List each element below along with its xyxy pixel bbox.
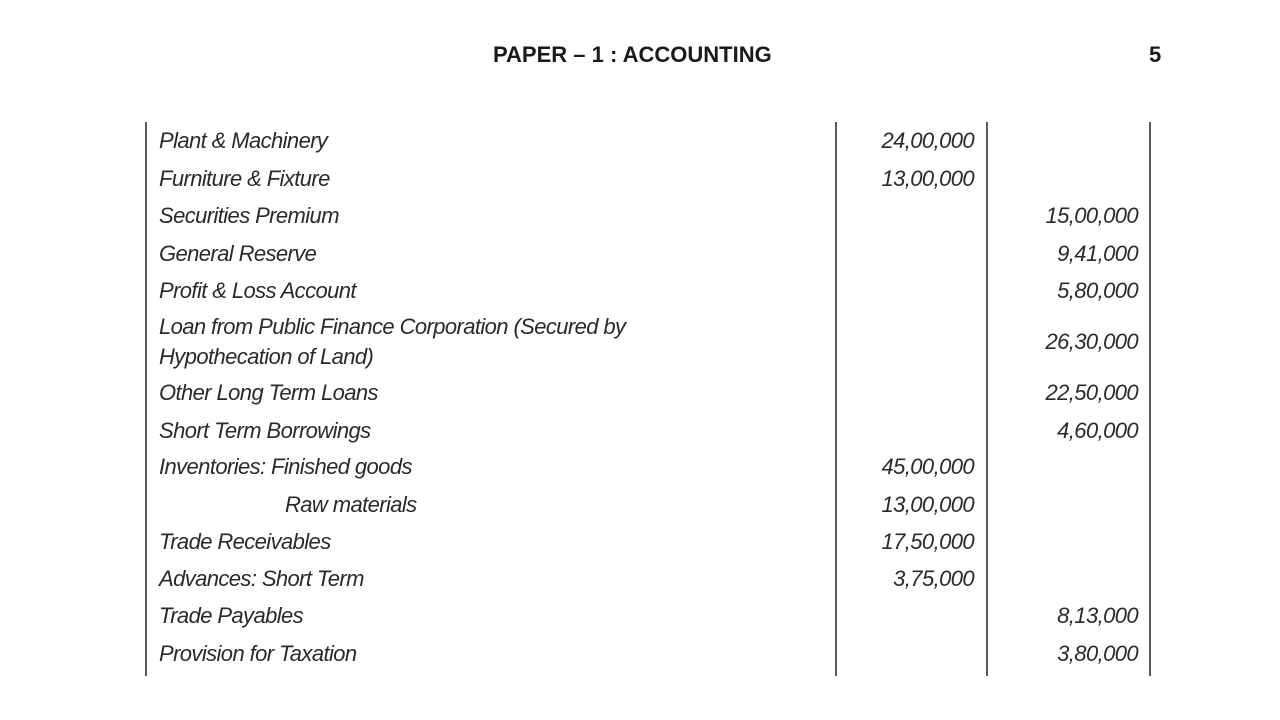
row-label: Securities Premium [159,203,339,228]
page-header [0,42,1280,72]
row-label: Plant & Machinery [159,128,328,153]
page-number: 5 [1149,42,1162,67]
debit-amount: 24,00,000 [881,128,974,153]
trial-balance-table [145,122,1151,676]
table-row [145,312,1151,372]
debit-amount: 17,50,000 [881,529,974,554]
credit-amount: 15,00,000 [1045,203,1138,228]
row-label: Advances: Short Term [159,566,364,591]
credit-amount: 3,80,000 [1057,641,1138,666]
table-border-left [145,122,147,676]
debit-amount: 45,00,000 [881,454,974,479]
row-label: Furniture & Fixture [159,166,330,191]
row-label: Other Long Term Loans [159,380,378,405]
row-label: Raw materials [285,492,417,517]
credit-amount: 4,60,000 [1057,418,1138,443]
row-label: Short Term Borrowings [159,418,371,443]
credit-amount: 26,30,000 [1045,329,1138,354]
row-label: Trade Receivables [159,529,331,554]
row-label: Inventories: Finished goods [159,454,412,479]
column-divider-credit [986,122,988,676]
debit-amount: 13,00,000 [881,166,974,191]
page-title: PAPER – 1 : ACCOUNTING [493,42,772,67]
row-label: Loan from Public Finance Corporation (Secured by Hypothecation of Land) [159,314,626,369]
credit-amount: 22,50,000 [1045,380,1138,405]
credit-amount: 9,41,000 [1057,241,1138,266]
row-label: Trade Payables [159,603,304,628]
row-label: Profit & Loss Account [159,278,356,303]
row-label: Provision for Taxation [159,641,357,666]
row-label: General Reserve [159,241,317,266]
credit-amount: 5,80,000 [1057,278,1138,303]
credit-amount: 8,13,000 [1057,603,1138,628]
debit-amount: 3,75,000 [893,566,974,591]
debit-amount: 13,00,000 [881,492,974,517]
table-border-right [1149,122,1151,676]
column-divider-debit [835,122,837,676]
